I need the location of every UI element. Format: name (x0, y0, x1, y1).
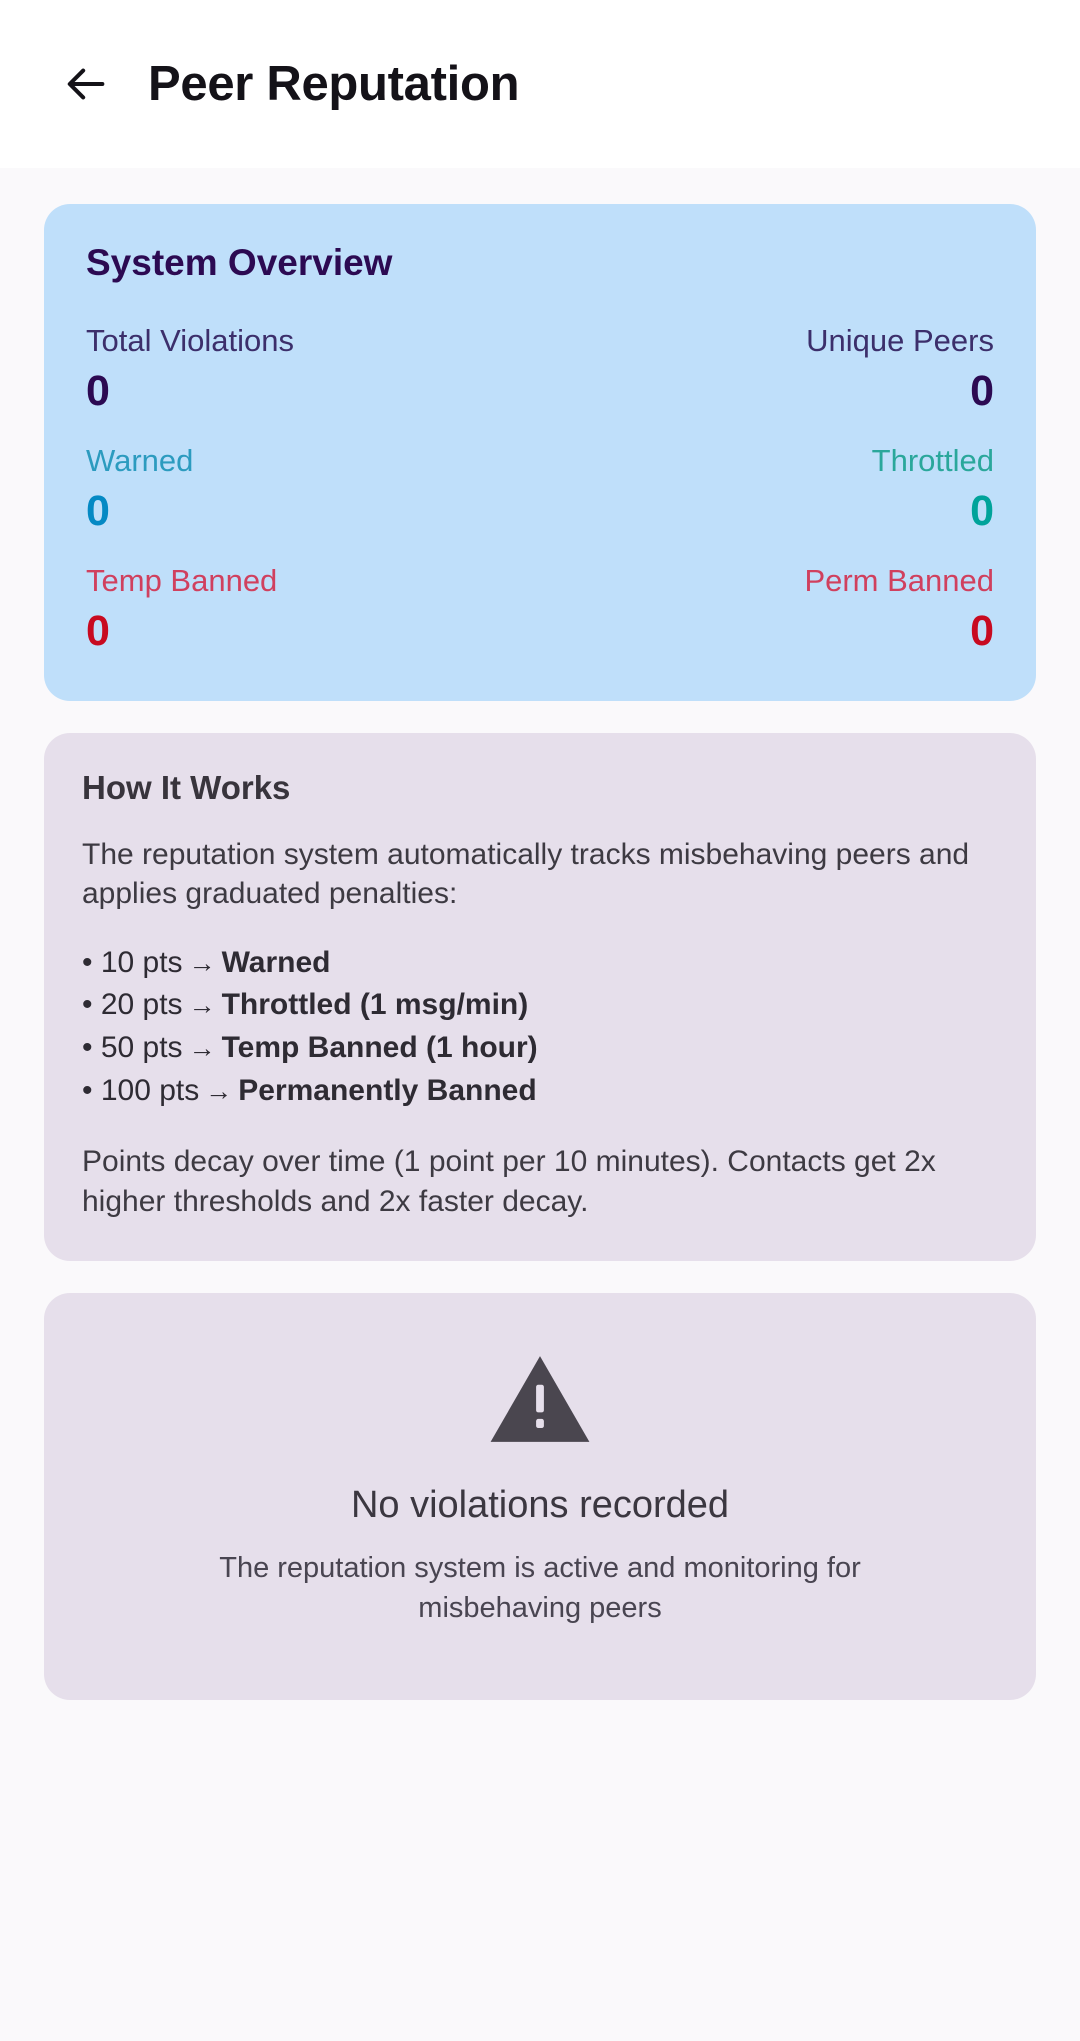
penalty-outcome: Throttled (1 msg/min) (221, 988, 529, 1022)
penalty-points: • 50 pts (82, 1030, 183, 1064)
arrow-right-icon: → (188, 990, 216, 1021)
penalty-points: • 100 pts (82, 1073, 200, 1107)
stat-value: 0 (86, 607, 110, 656)
penalty-rule-list (82, 942, 998, 1112)
penalty-points: • 20 pts (82, 988, 183, 1022)
stat-warned (86, 442, 193, 536)
penalty-rule-item (82, 942, 998, 985)
stat-row (86, 322, 994, 416)
app-bar (0, 0, 1080, 168)
empty-state-title: No violations recorded (350, 1484, 730, 1527)
stat-label: Throttled (871, 443, 994, 479)
penalty-rule-item (82, 1027, 998, 1070)
stat-row (86, 442, 994, 536)
page-content (0, 168, 1080, 2041)
penalty-outcome: Temp Banned (1 hour) (221, 1030, 538, 1064)
page-title: Peer Reputation (148, 57, 520, 111)
back-button[interactable] (48, 45, 126, 123)
stat-row (86, 562, 994, 656)
penalty-points: • 10 pts (82, 945, 183, 979)
penalty-outcome: Warned (221, 945, 331, 979)
how-it-works-card (44, 733, 1036, 1262)
system-overview-title: System Overview (86, 242, 393, 283)
stat-total-violations (86, 322, 294, 416)
stat-throttled (872, 442, 994, 536)
arrow-right-icon: → (188, 947, 216, 978)
stat-label: Total Violations (86, 323, 294, 358)
system-overview-card (44, 204, 1036, 701)
warning-triangle-icon (488, 1353, 592, 1450)
arrow-right-icon: → (205, 1075, 233, 1106)
how-it-works-title: How It Works (82, 768, 291, 806)
stat-value: 0 (86, 366, 110, 415)
violations-empty-state-card (44, 1293, 1036, 1700)
penalty-rule-item (82, 1070, 998, 1113)
stat-label: Perm Banned (804, 563, 994, 599)
penalty-rule-item (82, 984, 998, 1027)
arrow-left-icon (64, 61, 110, 107)
decay-note: Points decay over time (1 point per 10 minutes). Contacts get 2x higher thresholds and 2x faster decay. (82, 1145, 936, 1218)
stat-temp-banned (86, 562, 277, 656)
stat-perm-banned (804, 562, 994, 656)
stat-value: 0 (970, 607, 994, 656)
empty-state-subtitle: The reputation system is active and monitoring for misbehaving peers (219, 1552, 861, 1624)
stat-value: 0 (86, 486, 110, 535)
stat-value: 0 (970, 486, 994, 535)
arrow-right-icon: → (188, 1032, 216, 1063)
stat-value: 0 (970, 366, 994, 415)
stat-label: Unique Peers (806, 323, 994, 358)
penalty-outcome: Permanently Banned (238, 1073, 537, 1107)
stat-unique-peers (806, 322, 994, 416)
how-it-works-intro: The reputation system automatically tracks misbehaving peers and applies graduated penalties: (82, 837, 970, 911)
stat-label: Temp Banned (86, 563, 278, 599)
stat-label: Warned (86, 443, 194, 479)
